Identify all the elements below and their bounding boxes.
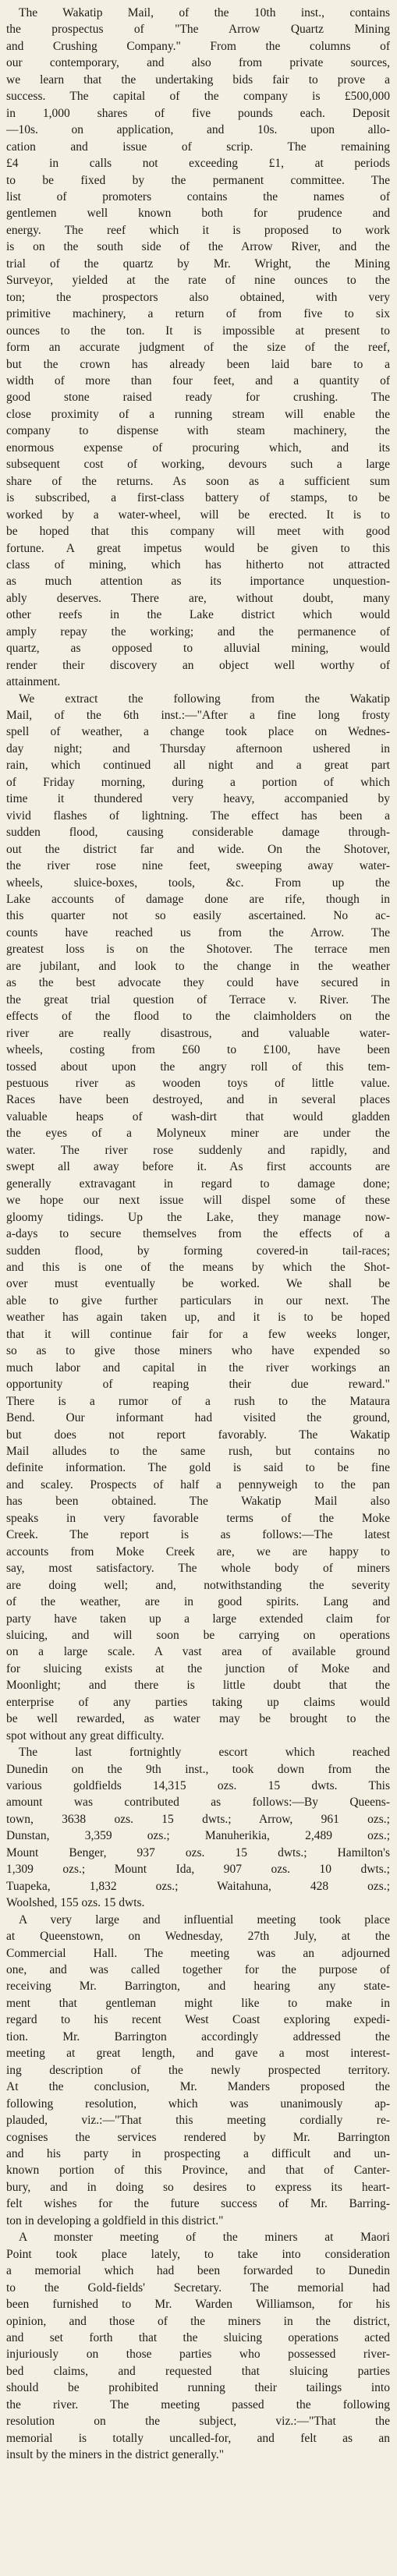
text-line: spot without any great difficulty. <box>6 1729 165 1743</box>
text-line: Races have been destroyed, and in several places <box>6 1093 390 1107</box>
text-line: sudden flood, by forming covered-in tail-races; <box>6 1244 390 1258</box>
text-line: We extract the following from the Wakatip <box>19 692 390 706</box>
text-line: opinion, and those of the miners in the district, <box>6 2314 390 2328</box>
text-line: to be fixed by the permanent committee. The <box>6 173 390 187</box>
text-line: be well rewarded, as water may be brought to the <box>6 1712 390 1726</box>
text-line: width of more than four feet, and a quantity of <box>6 373 390 387</box>
text-line: There is a rumor of a rush to the Mataura <box>6 1394 390 1408</box>
text-line: The last fortnightly escort which reached <box>19 1746 390 1760</box>
text-line: fortune. A great impetus would be given to this <box>6 541 390 555</box>
text-line: Moonlight; and there is little doubt that the <box>6 1679 390 1693</box>
text-line: close proximity of a running stream will enable the <box>6 407 390 421</box>
text-line: —10s. on application, and 10s. upon allo- <box>6 123 390 137</box>
text-line: we learn that the undertaking bids fair to prove a <box>6 73 390 87</box>
text-line: counts have reached us from the Arrow. The <box>6 925 390 939</box>
text-line: river are really disastrous, and valuable water- <box>6 1026 390 1040</box>
text-line: and this is one of the means by which the Shot- <box>6 1260 390 1274</box>
text-line: as the best advocate they could have secured in <box>6 976 390 990</box>
text-line: insult by the miners in the district generally." <box>6 2448 225 2462</box>
text-line: felt wishes for the future success of Mr. Barring- <box>6 2197 390 2211</box>
text-line: ing description of the newly prospected territory. <box>6 2063 390 2077</box>
text-line: enterprise of any parties taking up claims would <box>6 1695 390 1709</box>
text-line: £4 in calls not exceeding £1, at periods <box>6 157 390 171</box>
text-line: A monster meeting of the miners at Maori <box>19 2231 390 2245</box>
text-line: meeting at great length, and gave a most interest- <box>6 2047 390 2061</box>
article-paragraph <box>6 1912 390 2230</box>
text-line: Mount Benger, 937 ozs. 15 dwts.; Hamilton's <box>6 1845 390 1859</box>
text-line: trial of the quartz by Mr. Wright, the Mining <box>6 257 390 271</box>
text-line: and Crushing Company." From the columns of <box>6 39 390 53</box>
text-line: generally extravagant in regard to damage done; <box>6 1177 390 1191</box>
text-line: Tuapeka, 1,832 ozs.; Waitahuna, 428 ozs.; <box>6 1879 390 1893</box>
text-line: the prospectus of "The Arrow Quartz Mining <box>6 23 390 37</box>
text-line: company to dispense with steam machinery, the <box>6 424 390 438</box>
text-line: that it will continue fair for a few weeks longer, <box>6 1327 390 1341</box>
text-line: Woolshed, 155 ozs. 15 dwts. <box>6 1896 145 1910</box>
text-line: bed claims, and requested that sluicing parties <box>6 2364 390 2378</box>
text-line: form an accurate judgment of the size of the reef, <box>6 341 390 355</box>
text-line: are doing well; and, notwithstanding the severity <box>6 1578 390 1592</box>
text-line: the river. The meeting passed the following <box>6 2397 390 2411</box>
text-line: tossed about upon the angry roll of this tem- <box>6 1060 390 1074</box>
text-line: The Wakatip Mail, of the 10th inst., contains <box>19 6 390 19</box>
text-line: on a large scale. A vast area of available ground <box>6 1645 390 1659</box>
text-line: injuriously on those parties who possessed river- <box>6 2348 390 2362</box>
text-line: enormous expense of procuring which, and its <box>6 441 390 455</box>
text-line: gentlemen well known both for prudence and <box>6 207 390 221</box>
text-line: out the district far and wide. On the Shotover, <box>6 842 390 856</box>
text-line: valuable heaps of wash-dirt that would gladden <box>6 1109 390 1123</box>
text-line: our contemporary, and also from private sources, <box>6 56 390 70</box>
text-line: day night; and Thursday afternoon ushered in <box>6 741 390 755</box>
text-line: of Friday morning, during a portion of which <box>6 775 390 789</box>
text-line: of the weather, are in good spirits. Lang and <box>6 1595 390 1609</box>
text-line: in 1,000 shares of five pounds each. Deposit <box>6 106 390 120</box>
text-line: but the crown has already been laid bare to a <box>6 357 390 371</box>
text-line: known portion of this Province, and that of Canter- <box>6 2164 390 2178</box>
text-line: following resolution, which was unanimously ap- <box>6 2097 390 2111</box>
text-line: sluicing, and will soon be carrying on operations <box>6 1628 390 1642</box>
text-line: Dunedin on the 9th inst., took down from the <box>6 1762 390 1776</box>
text-line: and set forth that the sluicing operations acted <box>6 2330 390 2344</box>
text-line: energy. The reef which it is proposed to work <box>6 223 390 237</box>
text-line: good stone raised ready for crushing. The <box>6 391 390 405</box>
text-line: Point took place lately, to take into consideration <box>6 2247 390 2261</box>
text-line: ment that gentleman might like to make in <box>6 1996 390 2010</box>
text-line: cation and issue of scrip. The remaining <box>6 140 390 154</box>
text-line: time it thundered very heavy, accompanied by <box>6 792 390 806</box>
text-line: vivid flashes of lightning. The effect has been a <box>6 809 390 823</box>
article-paragraph <box>6 1744 390 1912</box>
text-line: be hoped that this company will meet with good <box>6 525 390 539</box>
text-line: amount was contributed as follows:—By Queens- <box>6 1796 390 1810</box>
text-line: has been obtained. The Wakatip Mail also <box>6 1495 390 1509</box>
text-line: we hope our next issue will dispel some of these <box>6 1194 390 1208</box>
text-line: other reefs in the Lake district which would <box>6 608 390 622</box>
text-line: rain, which continued all night and a great part <box>6 759 390 773</box>
text-line: should be prohibited running their tailings into <box>6 2381 390 2395</box>
text-line: say, most satisfactory. The whole body of miners <box>6 1562 390 1576</box>
text-line: the eyes of a Molyneux miner are under the <box>6 1127 390 1141</box>
text-line: weather has again taken up, and it is to be hoped <box>6 1311 390 1325</box>
text-line: Lake accounts of damage done are rife, though in <box>6 893 390 907</box>
text-line: spell of weather, a change took place on Wednes- <box>6 725 390 739</box>
text-line: able to give further particulars in our next. The <box>6 1293 390 1307</box>
text-line: quartz, as opposed to alluvial mining, would <box>6 642 390 656</box>
text-line: At the conclusion, Mr. Manders proposed the <box>6 2080 390 2094</box>
text-line: definite information. The gold is said to be fine <box>6 1461 390 1475</box>
text-line: and scaley. Prospects of half a pennyweigh to the pan <box>6 1477 390 1491</box>
text-line: and his party in prospecting a difficult and un- <box>6 2147 390 2160</box>
text-line: subsequent cost of working, devours such a large <box>6 458 390 472</box>
text-line: worked by a water-wheel, will be erected. It is to <box>6 508 390 522</box>
text-line: the great trial question of Terrace v. River. The <box>6 993 390 1007</box>
text-line: wheels, sluice-boxes, tools, &c. From up the <box>6 876 390 890</box>
text-line: regard to his recent West Coast exploring expedi- <box>6 2013 390 2027</box>
text-line: resolution on the subject, viz.:—"That the <box>6 2415 390 2429</box>
text-line: render their discovery an object well worthy of <box>6 658 390 672</box>
text-line: is subscribed, a first-class battery of stamps, to be <box>6 491 390 505</box>
text-line: amply repay the working; and the permanence of <box>6 625 390 639</box>
text-line: so as to give those miners who have expended so <box>6 1344 390 1358</box>
article-paragraph <box>6 691 390 1745</box>
text-line: swept all away before it. As first accounts are <box>6 1160 390 1174</box>
text-line: Surveyor, yielded at the rate of nine ounces to the <box>6 274 390 288</box>
text-line: but does not report favorably. The Wakatip <box>6 1428 390 1442</box>
text-line: as much attention as its importance unquestion- <box>6 575 390 589</box>
text-line: 1,309 ozs.; Mount Ida, 907 ozs. 10 dwts.; <box>6 1863 390 1877</box>
text-line: various goldfields 14,315 ozs. 15 dwts. This <box>6 1779 390 1793</box>
text-line: effects of the flood to the claimholders on the <box>6 1010 390 1024</box>
text-line: receiving Mr. Barrington, and hearing any state- <box>6 1980 390 1994</box>
text-line: much labor and capital in the river workings an <box>6 1361 390 1375</box>
text-line: list of promoters contains the names of <box>6 189 390 203</box>
text-line: sudden flood, causing considerable damage through- <box>6 826 390 840</box>
text-line: water. The river rose suddenly and rapidly, and <box>6 1143 390 1157</box>
text-line: ounces to the ton. It is impossible at present to <box>6 324 390 338</box>
text-line: plauded, viz.:—"That this meeting cordially re- <box>6 2114 390 2128</box>
text-line: gloomy tidings. Up the Lake, they manage now- <box>6 1210 390 1224</box>
text-line: town, 3638 ozs. 15 dwts.; Arrow, 961 ozs.; <box>6 1812 390 1826</box>
text-line: over must eventually be worked. We shall be <box>6 1277 390 1291</box>
text-line: a-days to secure themselves from the effects of a <box>6 1227 390 1241</box>
text-line: success. The capital of the company is £500,000 <box>6 90 390 104</box>
text-line: share of the returns. As soon as a sufficient sum <box>6 474 390 488</box>
text-line: a memorial which had been forwarded to Dunedin <box>6 2264 390 2278</box>
text-line: ably deserves. There are, without doubt, many <box>6 591 390 605</box>
text-line: this quarter not so easily ascertained. No ac- <box>6 909 390 923</box>
article-paragraph <box>6 5 390 691</box>
text-line: at Queenstown, on Wednesday, 27th July, at the <box>6 1930 390 1944</box>
text-line: Dunstan, 3,359 ozs.; Manuherikia, 2,489 ozs.; <box>6 1829 390 1843</box>
text-line: ton in developing a goldfield in this district." <box>6 2213 224 2227</box>
text-line: been furnished to Mr. Warden Williamson, for his <box>6 2298 390 2312</box>
text-line: memorial is totally uncalled-for, and felt as an <box>6 2431 390 2445</box>
text-line: Bend. Our informant had visited the ground, <box>6 1411 390 1425</box>
text-line: A very large and influential meeting took place <box>19 1913 390 1927</box>
text-line: speaks in very favorable terms of the Moke <box>6 1511 390 1525</box>
text-line: accounts from Moke Creek are, we are happy to <box>6 1545 390 1559</box>
text-line: greatest loss is on the Shotover. The terrace men <box>6 943 390 957</box>
text-line: for sluicing exists at the junction of Moke and <box>6 1661 390 1675</box>
text-line: Creek. The report is as follows:—The latest <box>6 1528 390 1542</box>
text-line: to the Gold-fields' Secretary. The memorial had <box>6 2281 390 2295</box>
text-line: opportunity of reaping their due reward." <box>6 1378 390 1392</box>
text-line: class of mining, which has hitherto not attracted <box>6 557 390 571</box>
text-line: pestuous river as wooden toys of little value. <box>6 1077 390 1090</box>
text-line: ton; the prospectors also obtained, with very <box>6 290 390 304</box>
text-line: primitive machinery, a return of from five to six <box>6 307 390 321</box>
article-paragraph <box>6 2229 390 2463</box>
text-line: party have taken up a large extended claim for <box>6 1612 390 1626</box>
text-line: Mail alludes to the same rush, but contains no <box>6 1444 390 1458</box>
text-line: is on the south side of the Arrow River, and the <box>6 240 390 254</box>
text-line: attainment. <box>6 675 61 689</box>
text-line: bury, and in doing so desires to express its heart- <box>6 2180 390 2194</box>
text-line: cognises the services rendered by Mr. Barrington <box>6 2130 390 2144</box>
text-line: Commercial Hall. The meeting was an adjourned <box>6 1946 390 1960</box>
text-line: tion. Mr. Barrington accordingly addressed the <box>6 2029 390 2043</box>
text-line: Mail, of the 6th inst.:—"After a fine long frosty <box>6 709 390 723</box>
text-line: are jubilant, and look to the change in the weather <box>6 959 390 973</box>
text-line: wheels, costing from £60 to £100, have been <box>6 1043 390 1057</box>
text-line: the river rose nine feet, sweeping away water- <box>6 859 390 873</box>
text-line: one, and was called together for the purpose of <box>6 1963 390 1977</box>
